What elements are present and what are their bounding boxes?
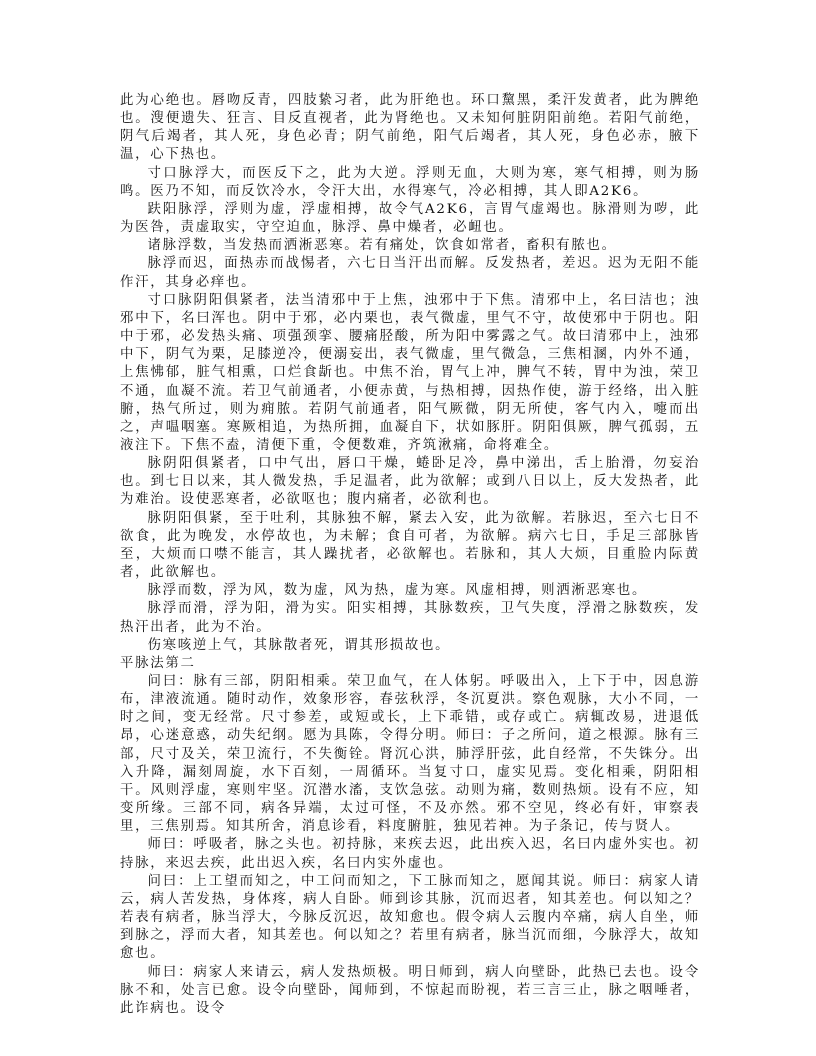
paragraph-11: 伤寒咳逆上气，其脉散者死，谓其形损故也。 <box>147 637 451 653</box>
section-heading: 平脉法第二 <box>120 655 196 671</box>
paragraph-6: 寸口脉阴阳俱紧者，法当清邪中于上焦，浊邪中于下焦。清邪中上，名曰洁也；浊邪中下，名曰浑也。阴中于邪，必内栗也，表气微虚，里气不守，故使邪中于阴也。阳中于邪，必发热头痛、项强颈挛、腰痛胫酸，所为阳中雾露之气。故曰清邪中上，浊邪中下，阴气为栗，足膝逆冷，便溺妄出，表气微虚，里气微急，三焦相溷，内外不通，上焦怫郁，脏气相熏，口烂食龂也。中焦不治，胃气上冲，脾气不转，胃中为浊，荣卫不通，血凝不流。若卫气前通者，小便赤黄，与热相搏，因热作使，游于经络，出入脏腑，热气所过，则为痈脓。若阴气前通者，阳气厥微，阴无所使，客气内入，嚏而出之，声嗢咽塞。寒厥相追，为热所拥，血凝自下，状如豚肝。阴阳俱厥，脾气孤弱，五液注下。下焦不盍，清便下重，令便数难，齐筑湫痛，命将难全。 <box>120 292 700 453</box>
paragraph-5: 脉浮而迟，面热赤而战惕者，六七日当汗出而解。反发热者，差迟。迟为无阳不能作汗，其身必痒也。 <box>120 256 700 290</box>
paragraph-10: 脉浮而滑，浮为阳，滑为实。阳实相搏，其脉数疾，卫气失度，浮滑之脉数疾，发热汗出者，此为不治。 <box>120 601 700 635</box>
paragraph-7: 脉阴阳俱紧者，口中气出，唇口干燥，蜷卧足冷，鼻中涕出，舌上胎滑，勿妄治也。到七日以来，其人微发热，手足温者，此为欲解；或到八日以上，反大发热者，此为难治。设使恶寒者，必欲呕也；腹内痛者，必欲利也。 <box>120 456 700 508</box>
paragraph-9: 脉浮而数，浮为风，数为虚，风为热，虚为寒。风虚相搏，则洒淅恶寒也。 <box>147 583 648 599</box>
paragraph-4: 诸脉浮数，当发热而洒淅恶寒。若有痛处，饮食如常者，畜积有脓也。 <box>147 238 617 254</box>
paragraph-13: 师曰：呼吸者，脉之头也。初持脉，来疾去迟，此出疾入迟，名曰内虚外实也。初持脉，来迟去疾，此出迟入疾，名曰内实外虚也。 <box>120 837 700 871</box>
paragraph-3: 趺阳脉浮，浮则为虚，浮虚相搏，故令气A2K6，言胃气虚竭也。脉滑则为哕，此为医咎，责虚取实，守空迫血，脉浮、鼻中燥者，必衄也。 <box>120 201 700 236</box>
paragraph-15: 师曰：病家人来请云，病人发热烦极。明日师到，病人向壁卧，此热已去也。设令脉不和，处言已愈。设令向壁卧，闻师到，不惊起而盼视，若三言三止，脉之咽唾者，此诈病也。设令 <box>120 964 700 1016</box>
paragraph-8: 脉阴阳俱紧，至于吐利，其脉独不解，紧去入安，此为欲解。若脉迟，至六七日不欲食，此为晚发，水停故也，为未解；食自可者，为欲解。病六七日，手足三部脉皆至，大烦而口噤不能言，其人躁扰者，必欲解也。若脉和，其人大烦，目重脸内际黄者，此欲解也。 <box>120 510 700 581</box>
paragraph-14: 问曰：上工望而知之，中工问而知之，下工脉而知之，愿闻其说。师曰：病家人请云，病人苦发热，身体疼，病人自卧。师到诊其脉，沉而迟者，知其差也。何以知之？若表有病者，脉当浮大，今脉反沉迟，故知愈也。假令病人云腹内卒痛，病人自坐，师到脉之，浮而大者，知其差也。何以知之？若里有病者，脉当沉而细，今脉浮大，故知愈也。 <box>120 873 700 962</box>
document-page <box>120 92 700 1018</box>
paragraph-1: 此为心绝也。唇吻反青，四肢絷习者，此为肝绝也。环口黧黑，柔汗发黄者，此为脾绝也。溲便遗失、狂言、目反直视者，此为肾绝也。又未知何脏阴阳前绝。若阳气前绝，阴气后竭者，其人死，身色必青；阴气前绝，阳气后竭者，其人死，身色必赤，腋下温，心下热也。 <box>120 93 700 163</box>
paragraph-2: 寸口脉浮大，而医反下之，此为大逆。浮则无血，大则为寒，寒气相搏，则为肠鸣。医乃不知，而反饮冷水，令汗大出，水得寒气，冷必相搏，其人即A2K6。 <box>120 165 700 199</box>
paragraph-12: 问曰：脉有三部，阴阳相乘。荣卫血气，在人体躬。呼吸出入，上下于中，因息游布，津液流通。随时动作，效象形容，春弦秋浮，冬沉夏洪。察色观脉，大小不同，一时之间，变无经常。尺寸参差，或短或长，上下乖错，或存或亡。病辄改易，进退低昂，心迷意惑，动失纪纲。愿为具陈，令得分明。师曰：子之所问，道之根源。脉有三部，尺寸及关，荣卫流行，不失衡铨。肾沉心洪，肺浮肝弦，此自经常，不失铢分。出入升降，漏刻周旋，水下百刻，一周循环。当复寸口，虚实见焉。变化相乘，阴阳相干。风则浮虚，寒则牢坚。沉潜水滀，支饮急弦。动则为痛，数则热烦。设有不应，知变所缘。三部不同，病各异端，太过可怪，不及亦然。邪不空见，终必有奸，审察表里，三焦别焉。知其所舍，消息诊看，料度腑脏，独见若神。为子条记，传与贤人。 <box>120 674 700 835</box>
